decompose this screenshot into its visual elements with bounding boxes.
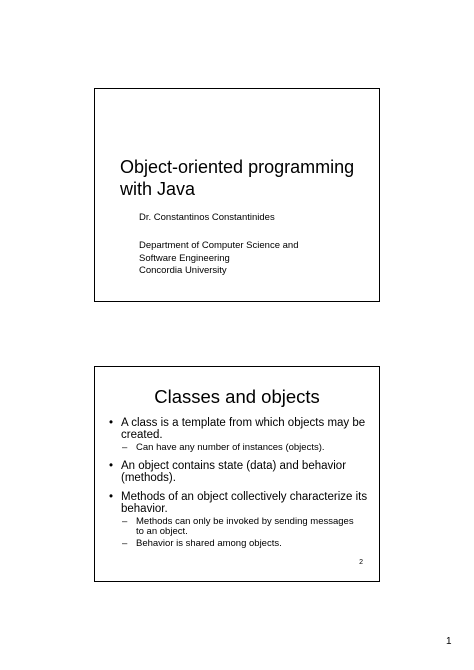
affiliation-line: Concordia University [139, 265, 227, 276]
slide-1-title [120, 156, 360, 200]
sub-item [121, 517, 373, 537]
sub-line: to an object. [136, 526, 188, 537]
affiliation-line: Department of Computer Science and [139, 240, 299, 251]
bullet-line: A class is a template from which objects may be [121, 417, 366, 429]
slide-number: 2 [359, 559, 363, 566]
bullet-dot: • [109, 491, 114, 503]
sub-line: Can have any number of instances (objects). [136, 442, 325, 453]
slide-1-author [139, 212, 369, 225]
sub-line: Behavior is shared among objects. [136, 538, 282, 549]
bullet-dot: • [109, 417, 114, 429]
bullet-line: created. [121, 428, 163, 441]
slide-1-title-line: Object-oriented programming [120, 157, 355, 177]
sub-list [121, 443, 373, 453]
slide-2-title: Classes and objects [154, 386, 320, 407]
bullet-line: behavior. [121, 502, 168, 515]
sub-dash: – [122, 442, 128, 453]
page-number: 1 [446, 636, 452, 647]
slide-1-title-line: with Java [120, 179, 196, 199]
bullet-line: An object contains state (data) and behavior [121, 460, 347, 472]
slide-2 [94, 366, 380, 582]
bullet-item [107, 418, 373, 453]
bullet-line: Methods of an object collectively characterize its [121, 491, 368, 503]
bullet-list [107, 418, 373, 557]
bullet-dot: • [109, 460, 114, 472]
bullet-line: (methods). [121, 471, 176, 484]
bullet-item [107, 461, 373, 484]
author-name: Dr. Constantinos Constantinides [139, 212, 275, 223]
sub-item [121, 539, 373, 549]
sub-item [121, 443, 373, 453]
affiliation-line: Software Engineering [139, 252, 230, 264]
slide-1-affiliation [139, 240, 369, 278]
sub-list [121, 517, 373, 549]
sub-line: Methods can only be invoked by sending messages [136, 516, 354, 527]
sub-dash: – [122, 538, 128, 549]
bullet-item [107, 492, 373, 549]
slide-1 [94, 88, 380, 302]
sub-dash: – [122, 516, 128, 527]
